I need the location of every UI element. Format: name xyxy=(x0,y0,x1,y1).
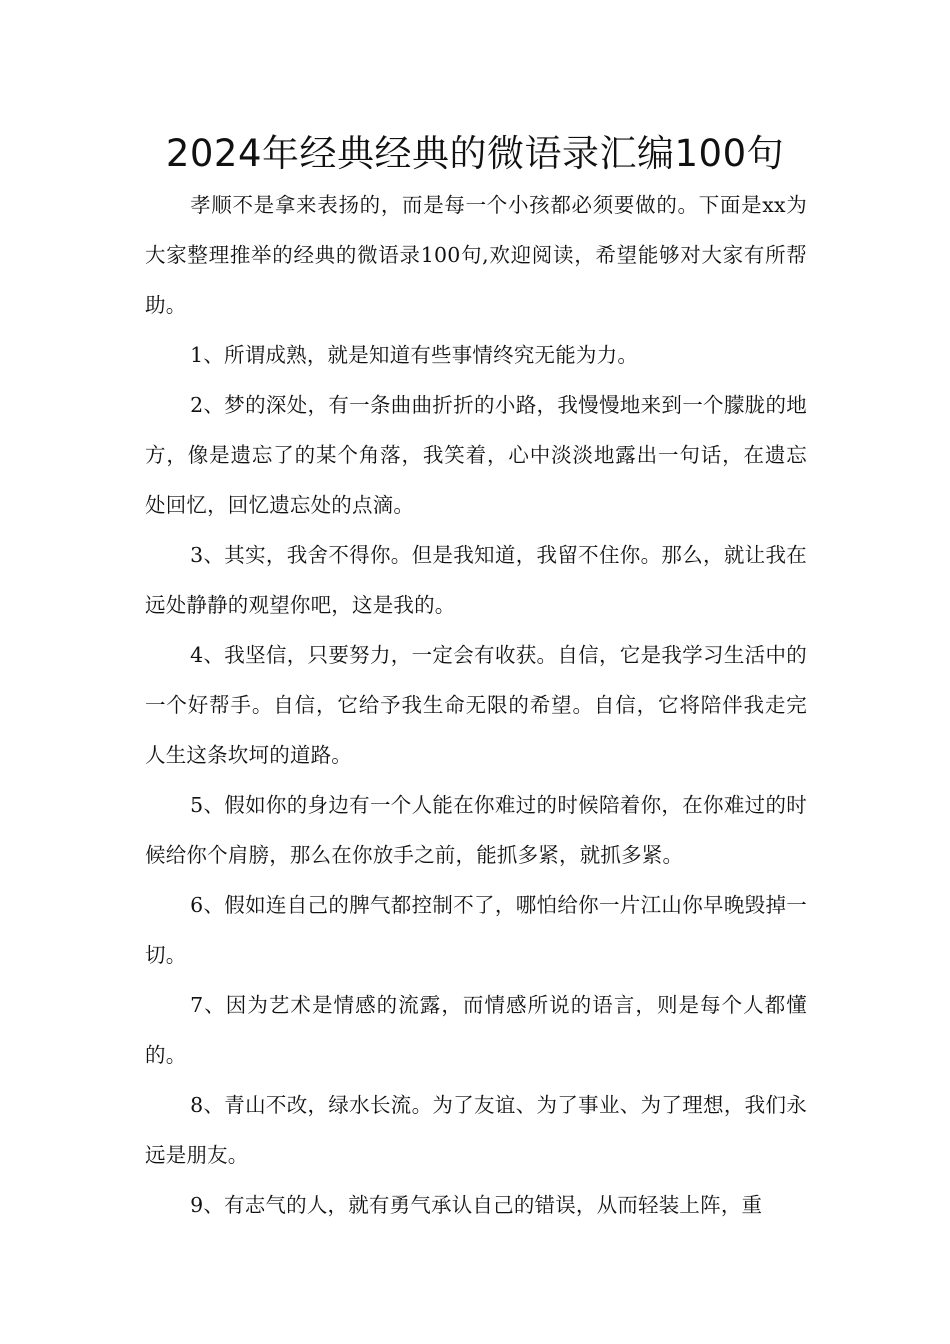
quote-paragraph-4: 4、我坚信，只要努力，一定会有收获。自信，它是我学习生活中的一个好帮手。自信，它给予我生命无限的希望。自信，它将陪伴我走完人生这条坎坷的道路。 xyxy=(145,643,807,767)
quote-paragraph-8: 8、青山不改，绿水长流。为了友谊、为了事业、为了理想，我们永远是朋友。 xyxy=(145,1093,807,1167)
quote-paragraph-1: 1、所谓成熟，就是知道有些事情终究无能为力。 xyxy=(190,343,639,367)
document-title: 2024年经典经典的微语录汇编100句 xyxy=(165,132,785,175)
quote-paragraph-6: 6、假如连自己的脾气都控制不了，哪怕给你一片江山你早晚毁掉一切。 xyxy=(145,893,807,967)
quote-paragraph-7: 7、因为艺术是情感的流露，而情感所说的语言，则是每个人都懂的。 xyxy=(145,993,807,1067)
document-body xyxy=(145,180,807,1230)
quote-paragraph-3: 3、其实，我舍不得你。但是我知道，我留不住你。那么，就让我在远处静静的观望你吧，这是我的。 xyxy=(145,543,807,617)
quote-paragraph-2: 2、梦的深处，有一条曲曲折折的小路，我慢慢地来到一个朦胧的地方，像是遗忘了的某个角落，我笑着，心中淡淡地露出一句话，在遗忘处回忆，回忆遗忘处的点滴。 xyxy=(145,393,807,517)
intro-paragraph: 孝顺不是拿来表扬的，而是每一个小孩都必须要做的。下面是xx为大家整理推举的经典的微语录100句,欢迎阅读，希望能够对大家有所帮助。 xyxy=(145,193,807,317)
quote-paragraph-9: 9、有志气的人，就有勇气承认自己的错误，从而轻装上阵，重 xyxy=(190,1193,763,1217)
quote-paragraph-5: 5、假如你的身边有一个人能在你难过的时候陪着你，在你难过的时候给你个肩膀，那么在你放手之前，能抓多紧，就抓多紧。 xyxy=(145,793,807,867)
